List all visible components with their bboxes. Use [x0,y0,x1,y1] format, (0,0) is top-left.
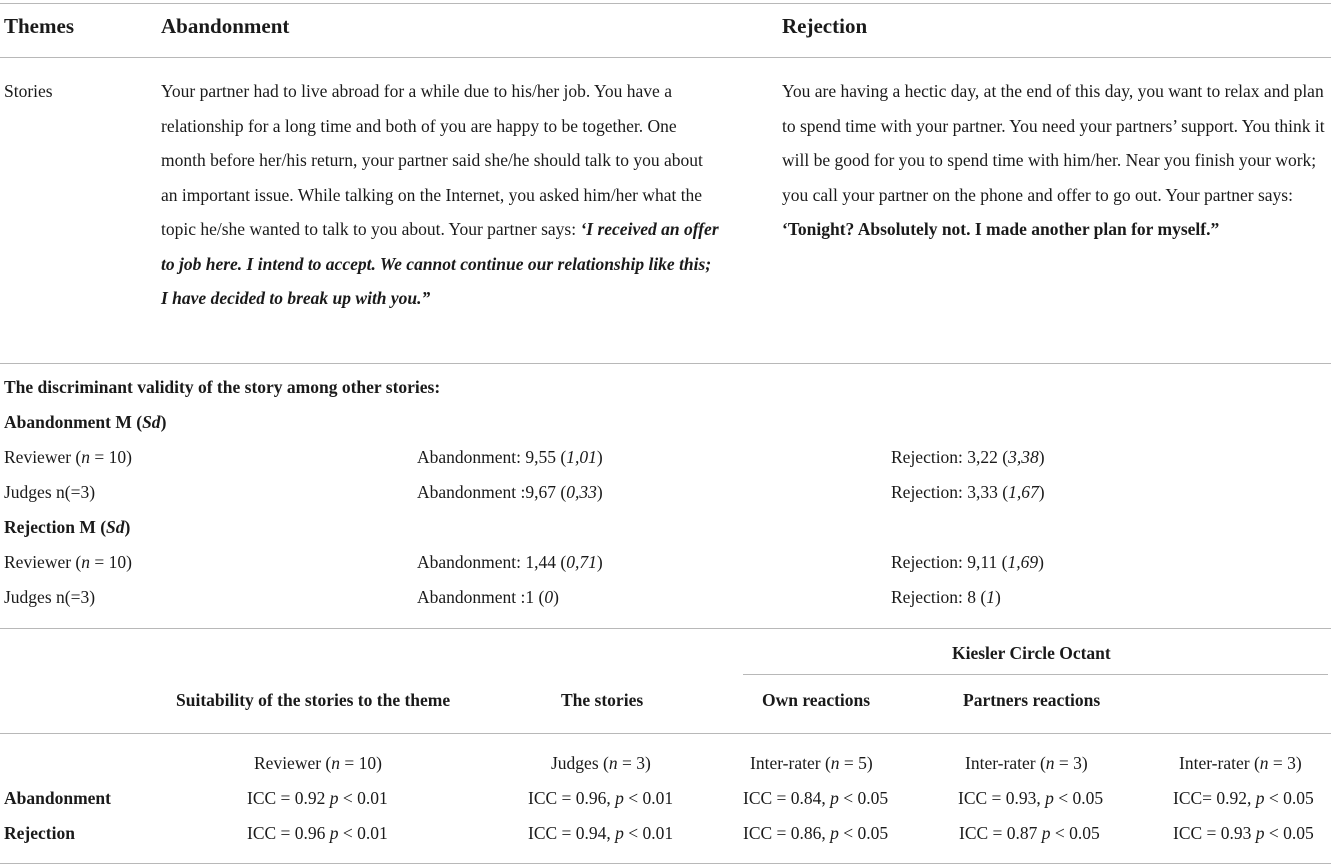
validity-rule [0,628,1331,629]
cell-abandonment-score: Abandonment: 1,44 (0,71) [417,552,603,572]
cell-abandonment-score: Abandonment :9,67 (0,33) [417,482,603,502]
table-top-rule [0,3,1331,4]
header-rule [0,57,1331,58]
icc-row-label-abandonment: Abandonment [4,788,111,808]
stories-rule [0,363,1331,364]
cell-rejection-score: Rejection: 3,33 (1,67) [891,482,1045,502]
icc-cell: ICC = 0.87 p < 0.05 [959,823,1100,843]
row-judges: Judges n(=3) [4,587,96,607]
icc-rater-suitability: Reviewer (n = 10) [254,753,382,773]
rejection-story-quote: ‘Tonight? Absolutely not. I made another plan for myself.” [782,219,1220,239]
kiesler-rule [743,674,1328,675]
rejection-story-text: You are having a hectic day, at the end of this day, you want to relax and plan to spend time with your partner. You need your partners’ support. You think it will be good for you to spend time with him/her. Near you finish your work; you call your partner on the phone and offer to go out. Your partner says: [782,81,1325,205]
icc-rater-extra: Inter-rater (n = 3) [1179,753,1302,773]
abandonment-story-text: Your partner had to live abroad for a while due to his/her job. You have a relationship for a long time and both of you are happy to be together. One month before her/his return, your partner said she/he should talk to you about an important issue. While talking on the Internet, you asked him/her what the topic he/she wanted to talk to you about. Your partner says: [161,81,703,239]
cell-rejection-score: Rejection: 9,11 (1,69) [891,552,1044,572]
row-reviewer: Reviewer (n = 10) [4,552,132,572]
group-rejection-label: Rejection M (Sd) [4,517,131,537]
cell-rejection-score: Rejection: 3,22 (3,38) [891,447,1045,467]
cell-abandonment-score: Abandonment :1 (0) [417,587,559,607]
abandonment-story-quote: ‘I received an offer to job here. I intend to accept. We cannot continue our relationship like this; I have decided to break up with you.” [161,219,719,308]
col-suitability-header: Suitability of the stories to the theme [176,690,451,710]
icc-cell: ICC = 0.96, p < 0.01 [528,788,674,808]
icc-cell: ICC = 0.96 p < 0.01 [247,823,388,843]
group-abandonment-label: Abandonment M (Sd) [4,412,167,432]
icc-cell: ICC = 0.84, p < 0.05 [743,788,889,808]
cell-rejection-score: Rejection: 8 (1) [891,587,1001,607]
icc-cell: ICC = 0.94, p < 0.01 [528,823,674,843]
icc-rater-stories: Judges (n = 3) [551,753,651,773]
col-own-reactions-header: Own reactions [762,690,871,710]
header-rejection: Rejection [782,14,868,38]
icc-cell: ICC = 0.86, p < 0.05 [743,823,889,843]
table-bottom-rule [0,863,1331,864]
icc-header-rule [0,733,1331,734]
icc-cell: ICC = 0.93, p < 0.05 [958,788,1104,808]
icc-cell: ICC= 0.92, p < 0.05 [1173,788,1314,808]
col-partner-reactions-header: Partners reactions [963,690,1101,710]
row-reviewer: Reviewer (n = 10) [4,447,132,467]
icc-cell: ICC = 0.92 p < 0.01 [247,788,388,808]
abandonment-story [161,74,721,316]
validity-title: The discriminant validity of the story among other stories: [4,377,441,397]
header-themes: Themes [4,14,74,38]
col-stories-header: The stories [561,690,644,710]
stories-label: Stories [4,81,53,101]
header-abandonment: Abandonment [161,14,290,38]
icc-cell: ICC = 0.93 p < 0.05 [1173,823,1314,843]
icc-rater-partner: Inter-rater (n = 3) [965,753,1088,773]
rejection-story [782,74,1330,247]
cell-abandonment-score: Abandonment: 9,55 (1,01) [417,447,603,467]
icc-row-label-rejection: Rejection [4,823,75,843]
row-judges: Judges n(=3) [4,482,96,502]
icc-rater-own: Inter-rater (n = 5) [750,753,873,773]
kiesler-header: Kiesler Circle Octant [952,643,1111,663]
